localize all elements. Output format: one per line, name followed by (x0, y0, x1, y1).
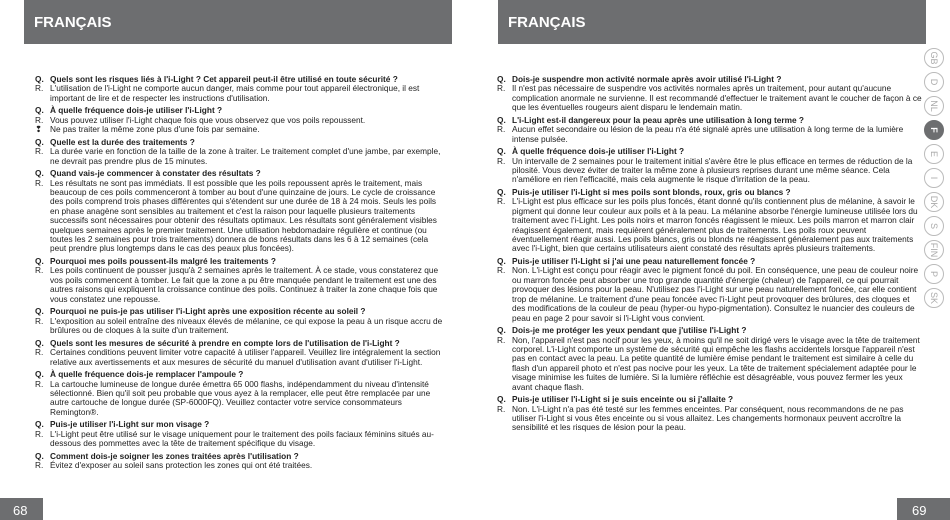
faq-question-marker: Q. (35, 337, 44, 348)
language-tab-e[interactable]: E (924, 144, 944, 164)
faq-item (35, 452, 445, 471)
faq-item (35, 169, 445, 254)
faq-answer-text: Vous pouvez utiliser l'i-Light chaque fois que vous observez que vos poils repoussent. (50, 114, 366, 125)
faq-answer-marker: R. (35, 177, 44, 188)
faq-answer-marker: R. (497, 334, 506, 345)
faq-question-text: Puis-je utiliser l'i-Light si j'ai une peau naturellement foncée ? (512, 256, 756, 267)
left-page-header (24, 0, 452, 44)
faq-question-marker: Q. (35, 168, 44, 179)
faq-question-marker: Q. (497, 146, 506, 157)
faq-item (497, 147, 922, 185)
faq-answer-marker: R. (497, 83, 506, 94)
faq-answer-text: Les poils continuent de pousser jusqu'à 2 semaines après le traitement. À ce stade, vous constaterez que vos poils commencent à tomber. Le fait que la zone a pu être manquée pendant le traitement est une des autres raisons qui expliquent la croissance continue des poils. Continuez à traiter la zone chaque fois que vous constatez une repousse. (50, 265, 439, 304)
left-faq-column (35, 75, 445, 474)
language-tab-f[interactable]: F (924, 120, 944, 140)
faq-question-text: Quels sont les mesures de sécurité à prendre en compte lors de l'utilisation de l'i-Light ? (50, 337, 400, 348)
faq-answer-marker: R. (497, 265, 506, 276)
language-tab-dk[interactable]: DK (924, 192, 944, 212)
left-page-title: FRANÇAIS (34, 14, 112, 31)
faq-question-text: Quels sont les risques liés à l'i-Light ? Cet appareil peut-il être utilisé en toute sécurité ? (50, 74, 398, 84)
faq-answer (497, 336, 922, 392)
faq-item (35, 370, 445, 417)
faq-answer (35, 380, 445, 418)
language-tab-s[interactable]: S (924, 216, 944, 236)
faq-answer-marker: R. (35, 114, 44, 125)
faq-question-marker: Q. (35, 74, 44, 84)
faq-question-text: À quelle fréquence dois-je utiliser l'i-Light ? (512, 146, 685, 157)
faq-question-text: À quelle fréquence dois-je utiliser l'i-Light ? (50, 105, 223, 116)
faq-answer-text: L'i-Light peut être utilisé sur le visage uniquement pour le traitement des poils faciaux féminins situés au-dessous des pommettes avec la tête de traitement spécifique du visage. (50, 428, 434, 449)
faq-answer (35, 266, 445, 304)
right-page-title: FRANÇAIS (508, 14, 586, 31)
faq-answer-marker: R. (497, 196, 506, 207)
faq-answer (497, 405, 922, 433)
faq-answer-text: Certaines conditions peuvent limiter votre capacité à utiliser l'appareil. Veuillez lire intégralement la section relative aux avertissements et aux mesures de sécurité du manuel d'utilisation avant d'utiliser l'i-Light. (50, 347, 441, 367)
faq-question-marker: Q. (497, 394, 506, 405)
faq-question-text: Pourquoi ne puis-je pas utiliser l'i-Light après une exposition récente au soleil ? (50, 306, 366, 317)
faq-item (497, 116, 922, 144)
faq-answer-text: La cartouche lumineuse de longue durée émettra 65 000 flashs, indépendamment du niveau d'intensité sélectionné. Bien qu'il soit peu probable que vous ayez à la remplacer, elle peut être remplacée par une autre cartouche de longue durée (SP-6000FQ). Veuillez contacter votre service consommateurs Remington®. (50, 378, 431, 417)
faq-question-text: À quelle fréquence dois-je remplacer l'ampoule ? (50, 369, 244, 380)
faq-answer-marker: R. (35, 315, 44, 326)
faq-question-marker: Q. (497, 114, 506, 125)
page-number-right: 69 (912, 503, 927, 518)
faq-question-marker: Q. (35, 450, 44, 461)
language-tab-gb[interactable]: GB (924, 48, 944, 68)
faq-question-text: Dois-je suspendre mon activité normale après avoir utilisé l'i-Light ? (512, 74, 782, 84)
faq-answer-marker: R. (497, 124, 506, 135)
faq-item (497, 75, 922, 113)
left-page-footer (0, 498, 43, 520)
faq-answer (497, 266, 922, 322)
language-tab-nl[interactable]: NL (924, 96, 944, 116)
faq-answer (497, 197, 922, 253)
language-tab-d[interactable]: D (924, 72, 944, 92)
right-page-footer (897, 498, 950, 520)
faq-answer (35, 179, 445, 254)
faq-item (497, 188, 922, 254)
faq-answer-text: Évitez d'exposer au soleil sans protection les zones qui ont été traitées. (50, 460, 313, 471)
language-tab-bar (924, 48, 944, 312)
language-tab-fin[interactable]: FIN (924, 240, 944, 260)
faq-answer (497, 125, 922, 144)
faq-item (35, 307, 445, 335)
faq-warning-marker: ❢ (35, 124, 42, 135)
faq-question-text: Puis-je utiliser l'i-Light sur mon visage ? (50, 419, 210, 430)
faq-item (35, 75, 445, 103)
faq-answer-marker: R. (35, 146, 44, 157)
faq-answer-text: Il n'est pas nécessaire de suspendre vos activités normales après un traitement, pour autant qu'aucune complication anormale ne survienne. Il est recommandé d'effectuer le traitement avant le coucher de façon à ce que les éventuelles rougeurs aient disparu le lendemain matin. (512, 83, 922, 113)
faq-question-text: Quand vais-je commencer à constater des résultats ? (50, 168, 261, 179)
faq-answer (35, 84, 445, 103)
faq-answer-text: L'i-Light est plus efficace sur les poils plus foncés, étant donné qu'ils contiennent plus de mélanine, à savoir le pigment qui donne leur couleur aux poils et à la peau. La mélanine absorbe l'énergie lumineuse utilisée lors du traitement avec l'i-Light. Les poils noirs et marron foncés réagissent le mieux. Les poils marron et marron clair réagissent également, mais requièrent généralement plus de traitements. Les poils roux peuvent éventuellement réagir aussi. Les poils blancs, gris ou blonds ne réagissent généralement pas aux traitements avec l'i-Light, bien que certains utilisateurs aient constaté des résultats après plusieurs traitements. (512, 196, 918, 254)
faq-answer (497, 157, 922, 185)
faq-answer-text: Non, l'appareil n'est pas nocif pour les yeux, à moins qu'il ne soit dirigé vers le visage avec la tête de traitement corporel. L'i-Light comporte un système de sécurité qui empêche les flashs accidentels lorsque l'appareil n'est pas en contact avec la peau. La petite quantité de lumière émise pendant le traitement est similaire à celle du flash d'un appareil photo et n'est pas nocive pour les yeux. La tête de traitement spécialement adaptée pour le visage minimise les fuites de lumière. Si la lumière réfléchie est désagréable, vous pouvez fermer les yeux avant chaque flash. (512, 334, 920, 392)
faq-question-marker: Q. (35, 136, 44, 147)
faq-question-marker: Q. (35, 369, 44, 380)
faq-answer (497, 84, 922, 112)
faq-answer-marker: R. (35, 83, 44, 94)
faq-question-text: Dois-je me protéger les yeux pendant que j'utilise l'i-Light ? (512, 325, 747, 336)
faq-question-marker: Q. (497, 256, 506, 267)
faq-question-marker: Q. (35, 419, 44, 430)
faq-answer-text: Les résultats ne sont pas immédiats. Il est possible que les poils repoussent après le traitement, mais beaucoup de ces poils commenceront à tomber au bout d'une quinzaine de jours. Le cycle de croissance des poils comprend trois phases différentes qui s'étendent sur une durée de 18 à 24 mois. Seuls les poils en phase anagène sont sensibles au traitement et c'est la raison pour laquelle plusieurs traitements successifs sont nécessaires pour obtenir des résultats optimaux. Les résultats sont généralement visibles quelques semaines après le premier traitement. Une utilisation hebdomadaire régulière et continue (ou toutes les 2 semaines pour trois traitements) donnera de bons résultats dans les 6 à 12 semaines (cela peut prendre plus longtemps dans le cas des peaux plus foncées). (50, 177, 437, 254)
right-page-header (498, 0, 926, 44)
faq-item (497, 326, 922, 392)
faq-item (497, 257, 922, 323)
page-number-left: 68 (13, 503, 28, 518)
faq-item (35, 138, 445, 166)
faq-question-text: Puis-je utiliser l'i-Light si mes poils sont blonds, roux, gris ou blancs ? (512, 187, 791, 198)
language-tab-p[interactable]: P (924, 264, 944, 284)
faq-item (35, 257, 445, 304)
faq-answer-text: L'utilisation de l'i-Light ne comporte aucun danger, mais comme pour tout appareil électronique, il est important de lire et de respecter les instructions d'utilisation. (50, 83, 420, 103)
right-faq-column (497, 75, 922, 436)
faq-answer-text: Aucun effet secondaire ou lésion de la peau n'a été signalé après une utilisation à long terme de la lumière intense pulsée. (512, 124, 904, 144)
faq-answer-text: Non. L'i-Light n'a pas été testé sur les femmes enceintes. Par conséquent, nous recommandons de ne pas utiliser l'i-Light si vous êtes enceinte ou si vous allaitez. Les changements hormonaux peuvent accroître la sensibilité et les risques de lésion pour la peau. (512, 403, 904, 433)
faq-answer (35, 317, 445, 336)
faq-question-marker: Q. (497, 187, 506, 198)
faq-answer-marker: R. (35, 428, 44, 439)
language-tab-sk[interactable]: SK (924, 288, 944, 308)
faq-question-marker: Q. (497, 74, 506, 84)
faq-answer-marker: R. (497, 155, 506, 166)
faq-question-text: Puis-je utiliser l'i-Light si je suis enceinte ou si j'allaite ? (512, 394, 734, 405)
faq-item (35, 339, 445, 367)
faq-answer (35, 430, 445, 449)
faq-answer (35, 348, 445, 367)
faq-answer-marker: R. (35, 347, 44, 358)
faq-question-text: Pourquoi mes poils poussent-ils malgré les traitements ? (50, 256, 276, 267)
faq-question-text: Comment dois-je soigner les zones traitées après l'utilisation ? (50, 450, 299, 461)
faq-answer-text: Un intervalle de 2 semaines pour le traitement initial s'avère être le plus efficace en termes de réduction de la pilosité. Vous devez éviter de traiter la même zone à plusieurs reprises durant une même séance. Cela n'améliore en rien l'efficacité, mais cela augmente le risque d'irritation de la peau. (512, 155, 913, 185)
faq-question-marker: Q. (35, 105, 44, 116)
faq-answer-text: Non. L'i-Light est conçu pour réagir avec le pigment foncé du poil. En conséquence, une peau de couleur noire ou marron foncée peut absorber une trop grande quantité d'énergie (chaleur) de l'appareil, ce qui pourrait provoquer des lésions pour la peau. N'utilisez pas l'i-Light sur une peau naturellement foncée, car elle contient trop de mélanine. Le traitement d'une peau foncée avec l'i-Light peut provoquer des brûlures, des cloques et des modifications de la couleur de peau (hyper-ou hypo-pigmentation). Consultez le nuancier des couleurs de peau en page 2 pour savoir si l'i-Light vous convient. (512, 265, 919, 323)
faq-answer-marker: R. (35, 265, 44, 276)
faq-question-marker: Q. (35, 256, 44, 267)
faq-warning-text: Ne pas traiter la même zone plus d'une fois par semaine. (50, 124, 260, 135)
faq-answer-text: La durée varie en fonction de la taille de la zone à traiter. Le traitement complet d'une jambe, par exemple, ne devrait pas prendre plus de 15 minutes. (50, 146, 441, 166)
faq-question-text: Quelle est la durée des traitements ? (50, 136, 195, 147)
faq-answer (35, 147, 445, 166)
language-tab-i[interactable]: I (924, 168, 944, 188)
faq-question-marker: Q. (35, 306, 44, 317)
faq-item (35, 106, 445, 134)
faq-answer-marker: R. (35, 378, 44, 389)
faq-answer-marker: R. (35, 460, 44, 471)
faq-answer-marker: R. (497, 403, 506, 414)
faq-question-text: L'i-Light est-il dangereux pour la peau après une utilisation à long terme ? (512, 114, 804, 125)
faq-answer-text: L'exposition au soleil entraîne des niveaux élevés de mélanine, ce qui expose la peau à un risque accru de brûlures ou de cloques à la suite d'un traitement. (50, 315, 443, 336)
faq-item (497, 395, 922, 433)
faq-question-marker: Q. (497, 325, 506, 336)
faq-answer (35, 461, 445, 470)
faq-item (35, 420, 445, 448)
faq-warning (35, 125, 445, 134)
